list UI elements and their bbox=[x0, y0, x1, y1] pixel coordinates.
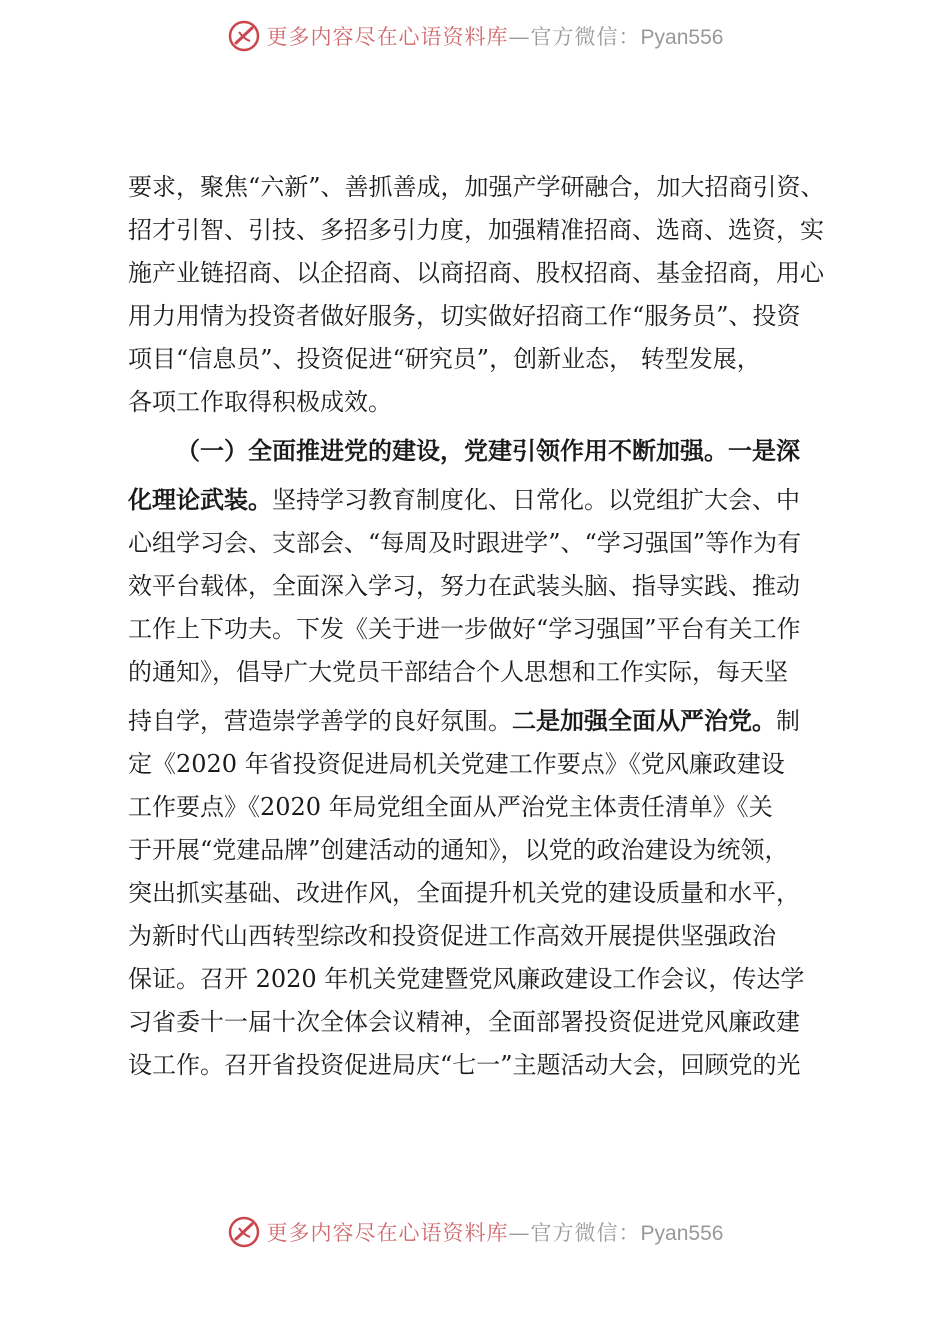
body-line: 效平台载体，全面深入学习，努力在武装头脑、指导实践、推动 bbox=[128, 572, 800, 600]
body-text: 坚持学习教育制度化、日常化。以党组扩大会、中 bbox=[272, 486, 800, 514]
banner-main: 更多内容尽在心语资料库 bbox=[266, 1221, 509, 1245]
body-line: 工作要点》《2020 年局党组全面从严治党主体责任清单》《关 bbox=[128, 793, 773, 821]
body-line bbox=[128, 700, 840, 743]
body-text: 制 bbox=[776, 707, 800, 735]
body-line bbox=[128, 479, 840, 522]
banner-official: 官方微信： bbox=[530, 25, 641, 49]
body-line: 各项工作取得积极成效。 bbox=[128, 388, 392, 416]
logo-icon bbox=[227, 1215, 261, 1249]
body-line: 于开展“党建品牌”创建活动的通知》，以党的政治建设为统领， bbox=[128, 836, 789, 864]
header-watermark bbox=[0, 14, 950, 58]
section-heading: （一）全面推进党的建设，党建引领作用不断加强。一是深 bbox=[176, 437, 800, 465]
subheading: 二是加强全面从严治党。 bbox=[512, 707, 776, 735]
banner-separator: — bbox=[508, 25, 531, 49]
document-body bbox=[128, 166, 840, 1087]
section-heading-cont: 化理论武装。 bbox=[128, 486, 272, 514]
body-line: 用力用情为投资者做好服务，切实做好招商工作“服务员”、投资 bbox=[128, 302, 801, 330]
footer-watermark bbox=[0, 1210, 950, 1254]
body-line: 的通知》，倡导广大党员干部结合个人思想和工作实际，每天坚 bbox=[128, 658, 788, 686]
banner-official: 官方微信： bbox=[530, 1221, 641, 1245]
banner-account: Pyan556 bbox=[640, 26, 724, 49]
body-line: 心组学习会、支部会、“每周及时跟进学”、“学习强国”等作为有 bbox=[128, 529, 802, 557]
banner-account: Pyan556 bbox=[640, 1222, 724, 1245]
body-line: 招才引智、引技、多招多引力度，加强精准招商、选商、选资，实 bbox=[128, 216, 824, 244]
body-text: 持自学，营造崇学善学的良好氛围。 bbox=[128, 707, 512, 735]
body-line: 设工作。召开省投资促进局庆“七一”主题活动大会，回顾党的光 bbox=[128, 1051, 801, 1079]
body-line: 保证。召开 2020 年机关党建暨党风廉政建设工作会议，传达学 bbox=[128, 965, 805, 993]
banner-main: 更多内容尽在心语资料库 bbox=[266, 25, 509, 49]
body-line: 项目“信息员”、投资促进“研究员”，创新业态， 转型发展， bbox=[128, 345, 761, 373]
body-line: 突出抓实基础、改进作风，全面提升机关党的建设质量和水平， bbox=[128, 879, 800, 907]
body-line: 工作上下功夫。下发《关于进一步做好“学习强国”平台有关工作 bbox=[128, 615, 801, 643]
body-line: 施产业链招商、以企招商、以商招商、股权招商、基金招商，用心 bbox=[128, 259, 824, 287]
body-line: 习省委十一届十次全体会议精神，全面部署投资促进党风廉政建 bbox=[128, 1008, 800, 1036]
body-line: 定《2020 年省投资促进局机关党建工作要点》《党风廉政建设 bbox=[128, 750, 785, 778]
banner-separator: — bbox=[508, 1221, 531, 1245]
body-line: 要求，聚焦“六新”、善抓善成，加强产学研融合，加大招商引资、 bbox=[128, 173, 825, 201]
body-line: 为新时代山西转型综改和投资促进工作高效开展提供坚强政治 bbox=[128, 922, 776, 950]
logo-icon bbox=[227, 19, 261, 53]
